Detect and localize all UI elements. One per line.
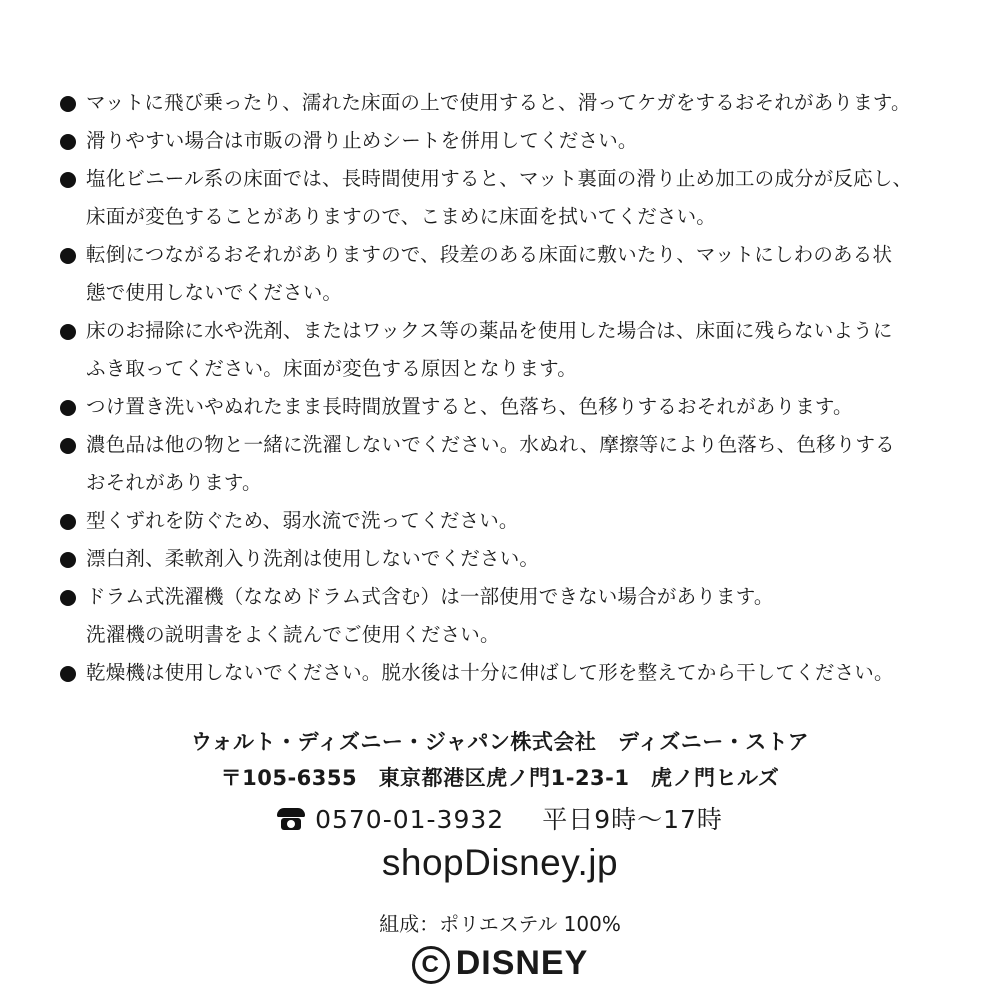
care-note: [60, 122, 960, 160]
care-note-line: 滑りやすい場合は市販の滑り止めシートを併用してください。: [86, 129, 638, 152]
bullet-icon: [60, 590, 76, 606]
care-note: [60, 426, 960, 502]
care-note-line: 塩化ビニール系の床面では、長時間使用すると、マット裏面の滑り止め加工の成分が反応し、: [86, 167, 913, 190]
bullet-icon: [60, 172, 76, 188]
care-note-line: おそれがあります。: [86, 471, 262, 494]
bullet-icon: [60, 248, 76, 264]
care-note: [60, 84, 960, 122]
care-note-line: 濃色品は他の物と一緒に洗濯しないでください。水ぬれ、摩擦等により色落ち、色移りする: [86, 433, 895, 456]
care-note: [60, 312, 960, 388]
copyright-icon: C: [412, 946, 450, 984]
bullet-icon: [60, 96, 76, 112]
care-note: [60, 388, 960, 426]
contact-row: [0, 800, 1000, 836]
care-note: [60, 160, 960, 236]
company-address: 〒105-6355 東京都港区虎ノ門1-23-1 虎ノ門ヒルズ: [220, 766, 780, 790]
care-note-line: マットに飛び乗ったり、濡れた床面の上で使用すると、滑ってケガをするおそれがあります。: [86, 91, 911, 114]
bullet-icon: [60, 514, 76, 530]
care-note-line: 転倒につながるおそれがありますので、段差のある床面に敷いたり、マットにしわのある状: [86, 243, 893, 266]
site-url: shopDisney.jp: [381, 842, 619, 883]
telephone-icon: [277, 808, 305, 830]
bullet-icon: [60, 552, 76, 568]
business-hours: 平日9時～17時: [542, 805, 723, 834]
care-note-line: ドラム式洗濯機（ななめドラム式含む）は一部使用できない場合があります。: [86, 585, 774, 608]
care-note-line: 床面が変色することがありますので、こまめに床面を拭いてください。: [86, 205, 717, 228]
bullet-icon: [60, 666, 76, 682]
bullet-icon: [60, 324, 76, 340]
care-note-line: 床のお掃除に水や洗剤、またはワックス等の薬品を使用した場合は、床面に残らないように: [86, 319, 893, 342]
care-note-line: 型くずれを防ぐため、弱水流で洗ってください。: [86, 509, 519, 532]
care-note-line: 漂白剤、柔軟剤入り洗剤は使用しないでください。: [86, 547, 540, 570]
care-note: [60, 502, 960, 540]
care-instructions-list: [60, 84, 960, 692]
company-name: ウォルト・ディズニー・ジャパン株式会社 ディズニー・ストア: [190, 730, 810, 754]
bullet-icon: [60, 134, 76, 150]
care-note-line: つけ置き洗いやぬれたまま長時間放置すると、色落ち、色移りするおそれがあります。: [86, 395, 853, 418]
care-note: [60, 578, 960, 654]
care-note-line: 態で使用しないでください。: [86, 281, 343, 304]
bullet-icon: [60, 438, 76, 454]
care-note-line: ふき取ってください。床面が変色する原因となります。: [86, 357, 577, 380]
phone-number: 0570-01-3932: [315, 805, 505, 834]
care-note: [60, 654, 960, 692]
material-composition: 組成：ポリエステル 100%: [379, 912, 621, 936]
care-note: [60, 540, 960, 578]
care-note: [60, 236, 960, 312]
copyright-notice: [0, 944, 1000, 984]
copyright-text: DISNEY: [455, 944, 589, 982]
care-note-line: 洗濯機の説明書をよく読んでご使用ください。: [86, 623, 500, 646]
bullet-icon: [60, 400, 76, 416]
care-note-line: 乾燥機は使用しないでください。脱水後は十分に伸ばして形を整えてから干してください。: [86, 661, 894, 684]
